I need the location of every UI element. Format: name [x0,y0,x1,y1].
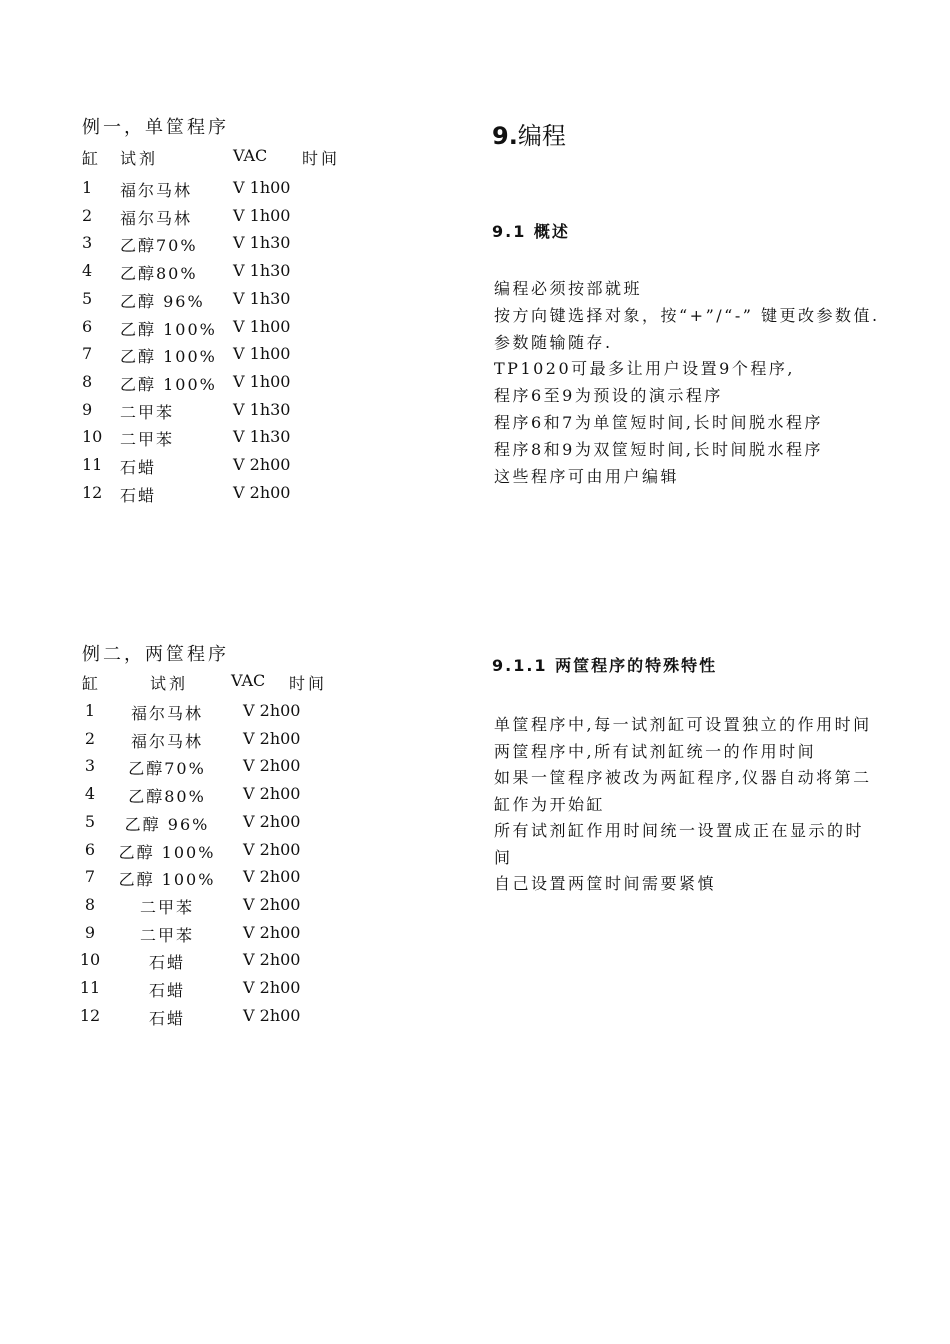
paragraph-line: 间 [494,847,513,867]
paragraph-line: TP1020可最多让用户设置9个程序, [494,359,795,379]
tank-number: 4 [82,261,93,281]
header-reagent: 试剂 [150,674,189,693]
header-tank: 缸 [82,149,99,168]
vac-time: V 2h00 [243,784,301,804]
paragraph-line: 参数随输随存. [494,332,613,352]
vac-time: V 2h00 [243,950,301,970]
section9-heading [492,116,566,151]
vac-time: V 1h00 [233,371,291,391]
header-time: 时间 [289,674,328,693]
table-row [82,895,382,917]
vac-time: V 2h00 [243,867,301,887]
reagent-name: 乙醇 100% [120,347,217,367]
reagent-name: 石蜡 [148,1008,185,1028]
paragraph-line: 编程必须按部就班 [494,279,643,298]
reagent-name: 石蜡 [120,485,157,505]
tank-number: 2 [84,728,96,748]
table-row [82,344,382,366]
vac-time: V 1h00 [233,316,291,336]
reagent-name: 福尔马林 [130,704,203,723]
table-row [82,923,382,945]
tank-number: 5 [84,811,96,831]
tank-number: 11 [79,978,101,997]
paragraph-line: 缸作为开始缸 [494,794,606,814]
tank-number: 11 [82,455,103,474]
example2-header [82,671,382,693]
header-reagent: 试剂 [120,149,159,168]
table-row [82,206,382,228]
table-row [82,317,382,339]
reagent-name: 福尔马林 [120,181,193,200]
vac-time: V 1h30 [233,288,291,308]
vac-time: V 1h00 [233,205,291,225]
reagent-name: 乙醇80% [120,264,198,284]
section9-title: 编程 [517,122,566,150]
vac-time: V 2h00 [243,728,301,748]
table-row [82,372,382,394]
table-row [82,483,382,505]
reagent-name: 乙醇70% [120,236,198,256]
header-tank: 缸 [82,674,99,693]
reagent-name: 石蜡 [120,458,157,477]
reagent-name: 石蜡 [148,981,185,1000]
reagent-name: 乙醇 100% [118,870,216,890]
table-row [82,867,382,889]
tank-number: 6 [82,316,93,336]
paragraph-line: 单筐程序中,每一试剂缸可设置独立的作用时间 [494,715,872,734]
reagent-name: 石蜡 [148,953,185,973]
paragraph-line: 程序6和7为单筐短时间,长时间脱水程序 [494,413,823,432]
tank-number: 4 [84,784,96,804]
vac-time: V 1h00 [233,178,291,197]
vac-time: V 2h00 [243,756,301,776]
vac-time: V 2h00 [233,482,291,502]
paragraph-line: 自己设置两筐时间需要紧慎 [494,874,717,893]
header-time: 时间 [302,149,341,168]
table-row [82,427,382,449]
vac-time: V 1h30 [233,261,291,281]
table-row [79,978,382,1000]
reagent-name: 乙醇 100% [120,319,217,339]
reagent-name: 乙醇 96% [124,814,210,834]
paragraph-line: 按方向键选择对象，按“+”/“-” 键更改参数值. [494,305,880,325]
paragraph-line: 程序8和9为双筐短时间,长时间脱水程序 [494,439,823,459]
tank-number: 6 [84,839,96,859]
vac-time: V 2h00 [243,978,301,997]
table-row [82,701,382,723]
reagent-name: 乙醇80% [128,787,206,807]
reagent-name: 二甲苯 [120,430,175,450]
section91-title: 9.1 概述 [492,222,570,241]
table-row [82,261,382,283]
reagent-name: 乙醇 100% [120,374,217,394]
vac-time: V 2h00 [243,701,301,720]
table-row [82,233,382,255]
tank-number: 12 [79,1005,101,1025]
tank-number: 9 [84,922,96,942]
example1-header [82,146,382,168]
tank-number: 1 [84,701,96,720]
reagent-name: 乙醇 96% [120,291,205,311]
header-vac: VAC [231,671,266,690]
table-row [82,178,382,200]
reagent-name: 福尔马林 [120,208,193,228]
tank-number: 2 [82,205,93,225]
tank-number: 9 [82,399,93,419]
tank-number: 10 [79,950,101,970]
tank-number: 12 [82,482,103,502]
tank-number: 7 [84,867,96,887]
paragraph-line: 两筐程序中,所有试剂缸统一的作用时间 [494,741,817,761]
vac-time: V 2h00 [243,811,301,831]
vac-time: V 2h00 [243,922,301,942]
tank-number: 5 [82,288,93,308]
reagent-name: 二甲苯 [139,897,194,917]
vac-time: V 2h00 [243,894,301,914]
table-row [82,812,382,834]
tank-number: 8 [84,894,96,914]
example1-title: 例一，单筐程序 [82,117,229,138]
table-row [82,400,382,422]
tank-number: 8 [82,371,93,391]
reagent-name: 乙醇 100% [118,842,216,862]
table-row [82,840,382,862]
vac-time: V 2h00 [243,1005,301,1025]
header-vac: VAC [233,146,268,165]
example2-title: 例二，两筐程序 [82,644,229,665]
vac-time: V 1h30 [233,233,291,253]
paragraph-line: 如果一筐程序被改为两缸程序,仪器自动将第二 [494,768,872,787]
section9-number: 9. [492,122,518,150]
section911-title: 9.1.1 两筐程序的特殊特性 [492,656,718,675]
vac-time: V 1h30 [233,427,291,447]
tank-number: 3 [82,233,93,253]
vac-time: V 2h00 [233,455,291,474]
table-row [79,950,382,973]
reagent-name: 乙醇70% [128,759,206,779]
tank-number: 7 [82,344,93,364]
tank-number: 10 [82,427,103,447]
tank-number: 3 [84,756,96,776]
reagent-name: 二甲苯 [139,925,194,945]
table-row [82,756,382,778]
table-row [82,784,382,806]
table-row [79,1005,382,1028]
table-row [82,455,382,477]
reagent-name: 二甲苯 [120,402,175,422]
vac-time: V 2h00 [243,839,301,859]
reagent-name: 福尔马林 [130,731,203,751]
paragraph-line: 程序6至9为预设的演示程序 [494,386,723,406]
vac-time: V 1h30 [233,399,291,419]
table-row [82,289,382,311]
paragraph-line: 这些程序可由用户编辑 [494,466,680,486]
vac-time: V 1h00 [233,344,291,364]
table-row [82,729,382,751]
paragraph-line: 所有试剂缸作用时间统一设置成正在显示的时 [494,821,865,840]
tank-number: 1 [82,178,93,197]
